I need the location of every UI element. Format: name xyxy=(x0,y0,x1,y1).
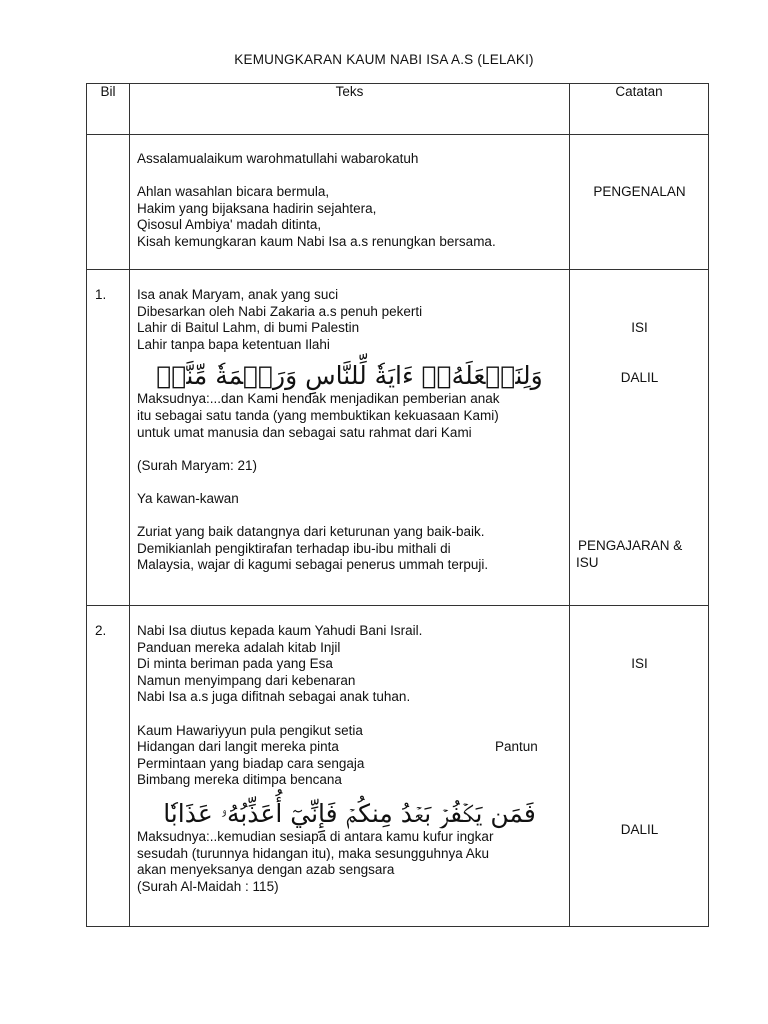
catatan-isi: ISI xyxy=(631,320,648,335)
row0-bil xyxy=(87,135,130,270)
catatan-pengenalan: PENGENALAN xyxy=(593,184,686,199)
header-teks: Teks xyxy=(130,84,570,135)
pantun-line: Kaum Hawariyyun pula pengikut setia xyxy=(137,722,363,738)
script-table xyxy=(86,83,709,927)
translation-line: itu sebagai satu tanda (yang membuktikan kekuasaan Kami) xyxy=(137,407,499,423)
translation-line: untuk umat manusia dan sebagai satu rahmat dari Kami xyxy=(137,424,472,440)
catatan-dalil: DALIL xyxy=(620,822,659,837)
verse-line: Di minta beriman pada yang Esa xyxy=(137,656,333,672)
table-row xyxy=(87,135,709,270)
verse-line: Nabi Isa a.s juga difitnah sebagai anak tuhan. xyxy=(137,689,411,705)
row1-bil: 1. xyxy=(87,270,130,606)
header-bil: Bil xyxy=(87,84,130,135)
catatan-dalil: DALIL xyxy=(620,370,659,385)
pantun-line: Permintaan yang biadap cara sengaja xyxy=(137,755,365,771)
arabic-verse: فَمَن يَكۡفُرۡ بَعۡدُ مِنكُمۡ فَإِنِّيٓ أُعَذِّبُهُۥ عَذَابٗا xyxy=(163,798,536,828)
arabic-verse: وَلِنَجۡعَلَهُۥٓ ءَايَةٗ لِّلنَّاسِ وَرَحۡمَةٗ مِّنَّاۚ xyxy=(156,361,543,391)
row2-teks xyxy=(130,606,570,927)
intro-line: Qisosul Ambiya' madah ditinta, xyxy=(137,217,322,233)
intro-line: Hakim yang bijaksana hadirin sejahtera, xyxy=(137,200,377,216)
table-row xyxy=(87,270,709,606)
header-catatan: Catatan xyxy=(570,84,709,135)
verse-line: Isa anak Maryam, anak yang suci xyxy=(137,287,339,302)
verse-line: Nabi Isa diutus kepada kaum Yahudi Bani Israil. xyxy=(137,623,423,638)
intro-line: Kisah kemungkaran kaum Nabi Isa a.s renungkan bersama. xyxy=(137,233,496,249)
verse-line: Lahir tanpa bapa ketentuan Ilahi xyxy=(137,336,330,352)
pantun-line: Hidangan dari langit mereka pinta xyxy=(137,739,339,755)
verse-line: Panduan mereka adalah kitab Injil xyxy=(137,639,341,655)
table-header-row xyxy=(87,84,709,135)
surah-reference: (Surah Al-Maidah : 115) xyxy=(137,878,279,894)
row1-teks xyxy=(130,270,570,606)
greeting-line: Assalamualaikum warohmatullahi wabarokatuh xyxy=(137,151,419,166)
row1-catatan xyxy=(570,270,709,606)
catatan-isi: ISI xyxy=(631,656,648,671)
address-line: Ya kawan-kawan xyxy=(137,490,239,506)
catatan-pengajaran: PENGAJARAN & ISU xyxy=(576,538,683,570)
translation-line: Maksudnya:..kemudian sesiapa di antara kamu kufur ingkar xyxy=(137,828,494,844)
translation-line: sesudah (turunnya hidangan itu), maka sesungguhnya Aku xyxy=(137,845,489,861)
row0-teks xyxy=(130,135,570,270)
verse-line: Dibesarkan oleh Nabi Zakaria a.s penuh pekerti xyxy=(137,303,423,319)
lesson-line: Zuriat yang baik datangnya dari keturunan yang baik-baik. xyxy=(137,524,485,540)
row0-catatan xyxy=(570,135,709,270)
table-row xyxy=(87,606,709,927)
translation-line: Maksudnya:...dan Kami hendak menjadikan pemberian anak xyxy=(137,391,500,407)
row2-catatan xyxy=(570,606,709,927)
intro-line: Ahlan wasahlan bicara bermula, xyxy=(137,184,330,200)
row2-bil: 2. xyxy=(87,606,130,927)
lesson-line: Demikianlah pengiktirafan terhadap ibu-ibu mithali di xyxy=(137,540,451,556)
verse-line: Lahir di Baitul Lahm, di bumi Palestin xyxy=(137,320,360,336)
page-title: KEMUNGKARAN KAUM NABI ISA A.S (LELAKI) xyxy=(234,52,534,67)
lesson-line: Malaysia, wajar di kagumi sebagai penerus ummah terpuji. xyxy=(137,557,489,573)
surah-reference: (Surah Maryam: 21) xyxy=(137,457,258,473)
translation-line: akan menyeksanya dengan azab sengsara xyxy=(137,862,395,878)
pantun-label: Pantun xyxy=(495,739,538,755)
verse-line: Namun menyimpang dari kebenaran xyxy=(137,672,356,688)
pantun-line: Bimbang mereka ditimpa bencana xyxy=(137,772,342,788)
